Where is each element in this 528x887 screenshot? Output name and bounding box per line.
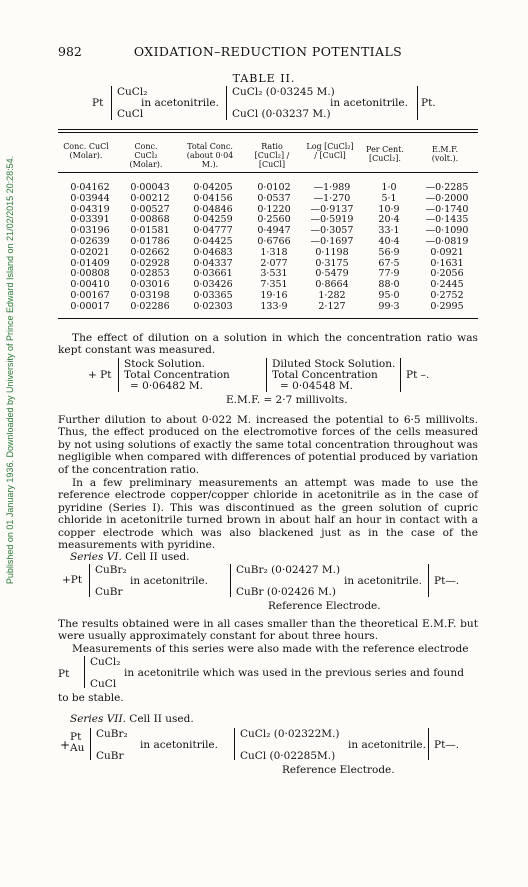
- table-cell: 0·04777: [193, 225, 233, 237]
- pt-label: Pt: [70, 731, 82, 743]
- table-bottom-rule: [58, 318, 478, 319]
- table-cell: —0·0819: [425, 235, 469, 247]
- table-cell: 5·1: [381, 192, 397, 204]
- table-cell: 40·4: [378, 235, 400, 247]
- table-header-rule: [58, 172, 478, 173]
- paragraph-measurements: Measurements of this series were also made with the reference electrode: [72, 643, 469, 655]
- stable-line: to be stable.: [58, 692, 124, 704]
- paragraph-preliminary: In a few preliminary measurements an attempt was made to use the reference electrode copper/copper chloride in acetonitrile as in the case of pyridine (Series I). This was discontinued as the green solution of cupric chloride in acetonitrile turned brown in about half an hour in contact with a copper electrode which was also blackened just as in the case of the measurements with pyridine.: [58, 477, 478, 552]
- table-cell: —0·9137: [310, 203, 354, 215]
- pt-minus: Pt—.: [434, 739, 460, 751]
- table-cell: 133·9: [260, 300, 288, 312]
- table-cell: 0·00167: [70, 289, 110, 301]
- series-vi-heading: Series VI. Cell II used.: [70, 551, 190, 563]
- total-concentration-value: = 0·04548 M.: [280, 380, 353, 392]
- table-cell: 0·1220: [257, 203, 291, 215]
- table-cell: 0·2056: [430, 268, 464, 280]
- table-cell: 0·00527: [130, 203, 170, 215]
- table-cell: 0·03196: [70, 225, 110, 237]
- table-cell: 0·02286: [130, 300, 170, 312]
- table-cell: 0·8664: [315, 279, 349, 291]
- page-number: 982: [58, 44, 82, 59]
- cucl-label: CuCl: [117, 108, 144, 120]
- table-top-rule: [58, 129, 478, 130]
- table-cell: 0·04337: [193, 257, 233, 269]
- cucl-concentration: CuCl (0·03237 M.): [232, 108, 331, 120]
- table-cell: 0·04205: [193, 182, 233, 193]
- paragraph-further-dilution: Further dilution to about 0·022 M. increased the potential to 6·5 millivolts. Thus, the effect produced on the electromotive forces of the cells measured by not using solutions of exactly the same total concentration throughout was negligible when compared with differences of potential produced by variation of the concentration ratio.: [58, 414, 478, 476]
- table-row: [60, 302, 478, 313]
- table-cell: 88·0: [378, 279, 400, 291]
- table-cell: 0·0537: [257, 192, 291, 204]
- table-cell: 0·00017: [70, 300, 110, 312]
- table-cell: 0·6766: [257, 235, 291, 247]
- solvent-label: in acetonitrile.: [141, 97, 219, 109]
- solvent-label: in acetonitrile.: [130, 575, 208, 587]
- table-cell: 1·0: [381, 182, 397, 193]
- pt-minus: Pt –.: [406, 369, 430, 381]
- table-cell: 0·2445: [430, 279, 464, 291]
- table-cell: —0·1697: [310, 235, 354, 247]
- cucl2-label: CuCl₂: [117, 86, 148, 98]
- table-cell: 0·5479: [315, 268, 349, 280]
- solvent-label: in acetonitrile.: [140, 739, 218, 751]
- pt-minus: Pt—.: [434, 575, 460, 587]
- table-cell: 95·0: [378, 289, 400, 301]
- table-cell: 0·03661: [193, 268, 233, 280]
- table-cell: 0·04846: [193, 203, 233, 215]
- pt-right: Pt.: [421, 97, 436, 109]
- total-concentration-value: = 0·06482 M.: [130, 380, 203, 392]
- data-table: [60, 183, 478, 313]
- total-concentration-label: Total Concentration: [124, 369, 230, 381]
- table-cell: 0·02639: [70, 235, 110, 247]
- table-row: [60, 248, 478, 259]
- table-cell: 0·02021: [70, 246, 110, 258]
- paragraph-dilution: The effect of dilution on a solution in which the concentration ratio was kept constant was measured.: [58, 332, 478, 357]
- table-cell: —0·5919: [310, 214, 354, 226]
- table-cell: 0·04319: [70, 203, 110, 215]
- bracket: [118, 358, 119, 392]
- bracket: [230, 564, 231, 597]
- table-cell: 77·9: [378, 268, 400, 280]
- table-cell: 0·00410: [70, 279, 110, 291]
- table-cell: 10·9: [378, 203, 400, 215]
- column-header: Log [CuCl₂] / [CuCl]: [306, 142, 354, 160]
- bracket: [417, 86, 418, 120]
- table-cell: 0·03944: [70, 192, 110, 204]
- table-cell: 0·2752: [430, 289, 464, 301]
- cucl2-concentration: CuCl₂ (0·03245 M.): [232, 86, 335, 98]
- emf-result: E.M.F. = 2·7 millivolts.: [226, 394, 348, 406]
- table-cell: 0·01786: [130, 235, 170, 247]
- table-cell: 0·04156: [193, 192, 233, 204]
- table-cell: 0·00212: [130, 192, 170, 204]
- bracket: [234, 728, 235, 760]
- table-cell: 0·02853: [130, 268, 170, 280]
- table-cell: 0·03198: [130, 289, 170, 301]
- total-concentration-label: Total Concentration: [272, 369, 378, 381]
- reference-electrode-text: in acetonitrile which was used in the previous series and found: [124, 667, 464, 679]
- bracket: [111, 86, 112, 120]
- bracket: [226, 86, 227, 120]
- solvent-label: in acetonitrile.: [330, 97, 408, 109]
- stock-heading: Stock Solution.: [124, 358, 205, 370]
- table-cell: 0·2560: [257, 214, 291, 226]
- table-cell: 3·531: [260, 268, 288, 280]
- bracket: [400, 358, 401, 392]
- table-row: [60, 194, 478, 205]
- solvent-label: in acetonitrile.: [348, 739, 426, 751]
- cubr-concentration: CuBr (0·02426 M.): [236, 586, 336, 598]
- table-cell: —1·270: [313, 192, 351, 204]
- table-cell: 0·00868: [130, 214, 170, 226]
- au-label: Au: [70, 742, 85, 754]
- table-cell: 0·03426: [193, 279, 233, 291]
- cubr2-label: CuBr₂: [96, 728, 128, 740]
- column-header: Conc. CuCl₂ (Molar).: [129, 142, 163, 169]
- table-cell: 0·04162: [70, 182, 110, 193]
- column-header: Total Conc. (about 0·04 M.).: [186, 142, 234, 169]
- table-cell: 0·03016: [130, 279, 170, 291]
- pt-label: Pt: [58, 668, 70, 680]
- table-cell: —1·989: [313, 182, 351, 193]
- table-cell: 0·1198: [315, 246, 349, 258]
- plus-sign: +: [60, 738, 71, 752]
- table-cell: 99·3: [378, 300, 400, 312]
- diluted-heading: Diluted Stock Solution.: [272, 358, 396, 370]
- table-cell: 0·00808: [70, 268, 110, 280]
- table-cell: 0·04259: [193, 214, 233, 226]
- table-cell: 0·3175: [315, 257, 349, 269]
- table-top-rule: [58, 132, 478, 133]
- table-cell: 0·03391: [70, 214, 110, 226]
- paragraph-results: The results obtained were in all cases smaller than the theoretical E.M.F. but were usually approximately constant for about three hours.: [58, 618, 478, 643]
- table-cell: —0·1090: [425, 225, 469, 237]
- table-cell: 7·351: [260, 279, 288, 291]
- table-cell: —0·3057: [310, 225, 354, 237]
- cucl2-concentration: CuCl₂ (0·02322M.): [240, 728, 340, 740]
- table-cell: 0·04683: [193, 246, 233, 258]
- cubr-label: CuBr: [95, 586, 123, 598]
- table-cell: 0·04425: [193, 235, 233, 247]
- table-cell: 0·2995: [430, 300, 464, 312]
- bracket: [89, 564, 90, 597]
- table-cell: 67·5: [378, 257, 400, 269]
- bracket: [428, 728, 429, 760]
- table-cell: 0·03365: [193, 289, 233, 301]
- table-cell: 0·0921: [430, 246, 464, 258]
- bracket: [266, 358, 267, 392]
- pt-plus: + Pt: [88, 369, 112, 381]
- table-cell: —0·1435: [425, 214, 469, 226]
- cubr-label: CuBr: [96, 750, 124, 762]
- cubr2-concentration: CuBr₂ (0·02427 M.): [236, 564, 341, 576]
- table-cell: 0·02928: [130, 257, 170, 269]
- table-cell: 1·282: [318, 289, 346, 301]
- table-cell: 20·4: [378, 214, 400, 226]
- table-cell: —0·2285: [425, 182, 469, 193]
- table-cell: 0·01409: [70, 257, 110, 269]
- cubr2-label: CuBr₂: [95, 564, 127, 576]
- table-cell: 0·4947: [257, 225, 291, 237]
- cucl-label: CuCl: [90, 678, 117, 690]
- table-cell: 0·00043: [130, 182, 170, 193]
- table-cell: 0·0102: [257, 182, 291, 193]
- download-notice: Published on 01 January 1936. Downloaded by University of Prince Edward Island on 21/02/2015 20:28:54.: [5, 155, 15, 585]
- table-cell: —0·2000: [425, 192, 469, 204]
- pt-left: Pt: [92, 97, 104, 109]
- cucl-concentration: CuCl (0·02285M.): [240, 750, 336, 762]
- column-header: Ratio [CuCl₂] / [CuCl]: [254, 142, 290, 169]
- pt-plus: +Pt: [62, 574, 83, 586]
- table-cell: —0·1740: [425, 203, 469, 215]
- table-cell: 2·077: [260, 257, 288, 269]
- table-cell: 19·16: [260, 289, 288, 301]
- cucl2-label: CuCl₂: [90, 656, 121, 668]
- table-cell: 0·02662: [130, 246, 170, 258]
- column-header: Conc. CuCl (Molar).: [63, 142, 109, 160]
- table-cell: 0·1631: [430, 257, 464, 269]
- running-title: OXIDATION–REDUCTION POTENTIALS: [133, 44, 403, 59]
- bracket: [84, 656, 85, 688]
- column-header: Per Cent. [CuCl₂].: [366, 145, 404, 163]
- table-cell: 56·9: [378, 246, 400, 258]
- series-vii-heading: Series VII. Cell II used.: [70, 713, 194, 725]
- reference-electrode-label: Reference Electrode.: [282, 764, 395, 776]
- column-header: E.M.F. (volt.).: [431, 145, 459, 163]
- table-cell: 1·318: [260, 246, 288, 258]
- table-cell: 33·1: [378, 225, 400, 237]
- reference-electrode-label: Reference Electrode.: [268, 600, 381, 612]
- table-cell: 0·01581: [130, 225, 170, 237]
- solvent-label: in acetonitrile.: [344, 575, 422, 587]
- table-title: TABLE II.: [232, 72, 296, 85]
- bracket: [428, 564, 429, 597]
- bracket: [90, 728, 91, 760]
- table-cell: 2·127: [318, 300, 346, 312]
- table-cell: 0·02303: [193, 300, 233, 312]
